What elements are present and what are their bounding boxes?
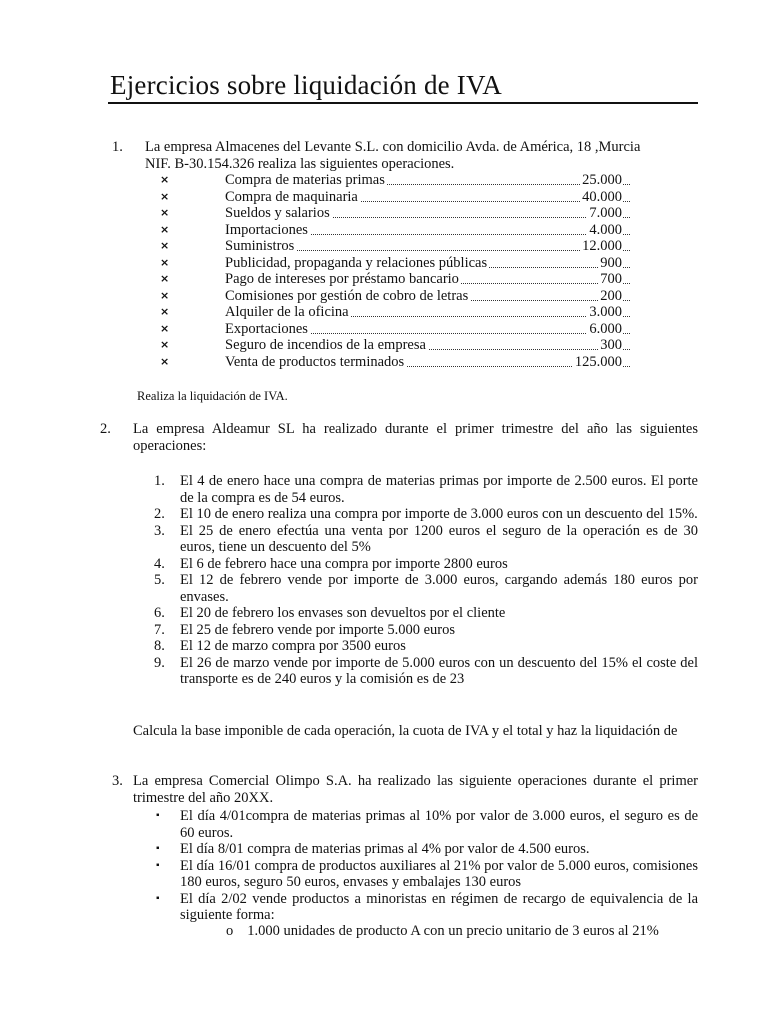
cross-bullet-icon: × (160, 255, 170, 269)
operation-amount: 40.000 (582, 188, 622, 205)
operation-label: Comisiones por gestión de cobro de letras (225, 287, 469, 304)
operation-label: Suministros (225, 238, 295, 254)
operation-amount: 25.000 (582, 172, 622, 188)
operation-row (160, 271, 630, 288)
operation-row (160, 222, 630, 239)
item-text: El día 16/01 compra de productos auxiliares al 21% por valor de 5.000 euros, comisiones 180 euros, seguro 50 euros, envases y embalajes 130 euros (180, 857, 698, 890)
operation-row (160, 255, 630, 272)
operation-row (160, 288, 630, 305)
operation-amount: 900 (600, 254, 622, 271)
cross-bullet-icon: × (160, 305, 170, 318)
operation-row (160, 205, 630, 222)
operation-amount: 700 (600, 271, 622, 287)
cross-bullet-icon: × (160, 354, 170, 368)
item-number: 7. (154, 621, 165, 638)
item-text: El 6 de febrero hace una compra por importe 2800 euros (180, 555, 508, 572)
item-text: El 25 de enero efectúa una venta por 1200 euros el seguro de la operación es de 30 euros, tiene un descuento del 5% (180, 522, 698, 555)
cross-bullet-icon: × (160, 222, 170, 236)
operation-label: Pago de intereses por préstamo bancario (225, 271, 459, 287)
item-number: 3. (154, 522, 165, 539)
operation-amount: 7.000 (589, 205, 622, 221)
item-text: El día 8/01 compra de materias primas al 4% por valor de 4.500 euros. (180, 841, 590, 857)
exercise-2-intro: La empresa Aldeamur SL ha realizado durante el primer trimestre del año las siguientes operaciones: (133, 421, 698, 454)
item-number: 4. (154, 555, 165, 572)
list-item (154, 605, 698, 622)
exercise-3-subitem (226, 923, 659, 940)
cross-bullet-icon: × (160, 338, 170, 351)
exercise-3-number: 3. (112, 773, 123, 789)
cross-bullet-icon: × (160, 321, 170, 335)
item-text: El día 4/01compra de materias primas al 10% por valor de 3.000 euros, el seguro es de 60 euros. (180, 808, 698, 841)
item-number: 9. (154, 654, 165, 671)
item-text: El 10 de enero realiza una compra por importe de 3.000 euros con un descuento del 15%. (180, 506, 698, 522)
exercise-3-operations (156, 808, 698, 924)
list-item (156, 891, 698, 924)
square-bullet-icon: ▪ (156, 810, 160, 821)
list-item (154, 506, 698, 523)
operation-row (160, 337, 630, 354)
item-number: 6. (154, 605, 165, 621)
operations-list (160, 172, 630, 370)
operation-row (160, 189, 630, 206)
item-text: El 20 de febrero los envases son devueltos por el cliente (180, 605, 506, 621)
item-number: 8. (154, 638, 165, 654)
list-item (156, 808, 698, 841)
operation-amount: 125.000 (574, 353, 622, 370)
item-text: El 12 de febrero vende por importe de 3.000 euros, cargando además 180 euros por envases. (180, 572, 698, 605)
item-text: El 4 de enero hace una compra de materias primas por importe de 2.500 euros. El porte de la compra es de 54 euros. (180, 473, 698, 506)
square-bullet-icon: ▪ (156, 859, 160, 871)
operation-row (160, 172, 630, 189)
operation-label: Compra de materias primas (225, 172, 385, 188)
exercise-2-number: 2. (100, 421, 111, 437)
cross-bullet-icon: × (160, 239, 170, 252)
operation-label: Seguro de incendios de la empresa (225, 337, 426, 353)
operation-amount: 200 (600, 287, 622, 304)
list-item (154, 572, 698, 605)
operation-amount: 3.000 (589, 304, 622, 320)
operation-label: Importaciones (225, 221, 308, 238)
operation-label: Sueldos y salarios (225, 205, 330, 221)
list-item (156, 858, 698, 891)
operation-amount: 300 (600, 337, 622, 353)
page-title: Ejercicios sobre liquidación de IVA (110, 70, 502, 100)
operation-row (160, 321, 630, 338)
operation-label: Publicidad, propaganda y relaciones públicas (225, 254, 488, 271)
operation-label: Alquiler de la oficina (225, 304, 349, 320)
exercise-3-intro: La empresa Comercial Olimpo S.A. ha realizado las siguiente operaciones durante el primer trimestre del año 20XX. (133, 773, 698, 806)
item-number: 2. (154, 506, 165, 522)
exercise-1-intro-line2: NIF. B-30.154.326 realiza las siguientes operaciones. (145, 156, 455, 172)
list-item (154, 655, 698, 688)
list-item (154, 523, 698, 556)
title-underline (108, 102, 698, 104)
cross-bullet-icon: × (160, 173, 170, 186)
list-item (154, 638, 698, 655)
item-text: El 25 de febrero vende por importe 5.000 euros (180, 621, 456, 638)
item-text: El 26 de marzo vende por importe de 5.000 euros con un descuento del 15% el coste del transporte es de 240 euros y la comisión es de 23 (180, 654, 698, 687)
cross-bullet-icon: × (160, 272, 170, 285)
item-text: El día 2/02 vende productos a minoristas en régimen de recargo de equivalencia de la siguiente forma: (180, 890, 698, 923)
cross-bullet-icon: × (160, 189, 170, 203)
operation-amount: 6.000 (589, 320, 622, 337)
list-item (154, 556, 698, 573)
exercise-1-number: 1. (112, 139, 123, 155)
item-text: El 12 de marzo compra por 3500 euros (180, 638, 406, 654)
operation-row (160, 304, 630, 321)
operation-label: Venta de productos terminados (225, 353, 405, 370)
exercise-2-operations (154, 473, 698, 688)
sub-item-text: 1.000 unidades de producto A con un precio unitario de 3 euros al 21% (247, 923, 659, 939)
item-number: 1. (154, 473, 165, 489)
operation-label: Exportaciones (225, 320, 308, 337)
operation-row (160, 354, 630, 371)
list-item (154, 622, 698, 639)
item-number: 5. (154, 572, 165, 588)
square-bullet-icon: ▪ (156, 892, 160, 904)
exercise-1-closing: Realiza la liquidación de IVA. (137, 389, 288, 403)
exercise-1-intro-line1: La empresa Almacenes del Levante S.L. con domicilio Avda. de América, 18 ,Murcia (145, 139, 641, 155)
operation-amount: 4.000 (589, 221, 622, 238)
list-item (156, 841, 698, 858)
exercise-2-closing: Calcula la base imponible de cada operación, la cuota de IVA y el total y haz la liquidación de (133, 723, 678, 739)
operation-label: Compra de maquinaria (225, 188, 358, 205)
cross-bullet-icon: × (160, 206, 170, 219)
operation-row (160, 238, 630, 255)
square-bullet-icon: ▪ (156, 843, 160, 854)
sub-bullet: o (226, 923, 234, 939)
operation-amount: 12.000 (582, 238, 622, 254)
list-item (154, 473, 698, 506)
cross-bullet-icon: × (160, 288, 170, 302)
